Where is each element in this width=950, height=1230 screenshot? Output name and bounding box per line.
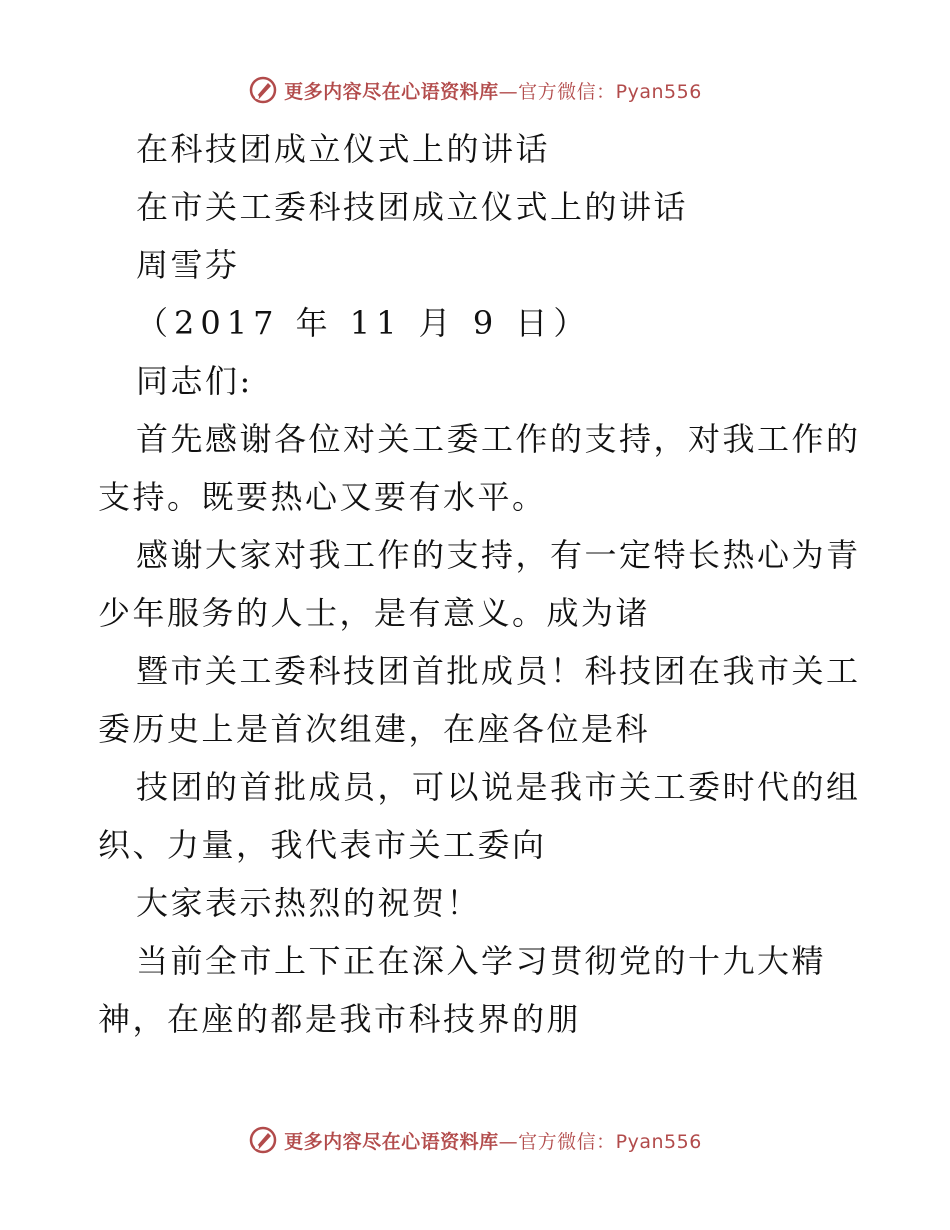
- pen-logo-icon: [248, 1125, 278, 1155]
- document-body: [98, 120, 861, 1048]
- paragraph-line: 织、力量，我代表市关工委向: [98, 826, 547, 864]
- paragraph-line: 感谢大家对我工作的支持，有一定特长热心为青: [136, 536, 861, 574]
- footer-banner: [0, 1120, 950, 1160]
- paragraph-line: 技团的首批成员，可以说是我市关工委时代的组: [136, 768, 861, 806]
- document-date: （2017 年 11 月 9 日）: [136, 304, 592, 342]
- paragraph-line: 首先感谢各位对关工委工作的支持，对我工作的: [136, 420, 861, 458]
- pen-logo-icon: [248, 75, 278, 105]
- paragraph-line: 大家表示热烈的祝贺！: [136, 884, 482, 922]
- paragraph-line: 委历史上是首次组建，在座各位是科: [98, 710, 651, 748]
- document-title: 在科技团成立仪式上的讲话: [136, 130, 551, 168]
- header-banner: [0, 70, 950, 110]
- banner-text: 更多内容尽在心语资料库—官方微信：Pyan556: [284, 1130, 702, 1153]
- paragraph-line: 支持。既要热心又要有水平。: [98, 478, 547, 516]
- paragraph-line: 少年服务的人士，是有意义。成为诸: [98, 594, 651, 632]
- author-name: 周雪芬: [136, 246, 240, 284]
- salutation: 同志们:: [136, 362, 253, 400]
- document-subtitle: 在市关工委科技团成立仪式上的讲话: [136, 188, 689, 226]
- paragraph-line: 当前全市上下正在深入学习贯彻党的十九大精: [136, 942, 827, 980]
- banner-text: 更多内容尽在心语资料库—官方微信：Pyan556: [284, 80, 702, 103]
- paragraph-line: 暨市关工委科技团首批成员！科技团在我市关工: [136, 652, 861, 690]
- paragraph-line: 神，在座的都是我市科技界的朋: [98, 1000, 582, 1038]
